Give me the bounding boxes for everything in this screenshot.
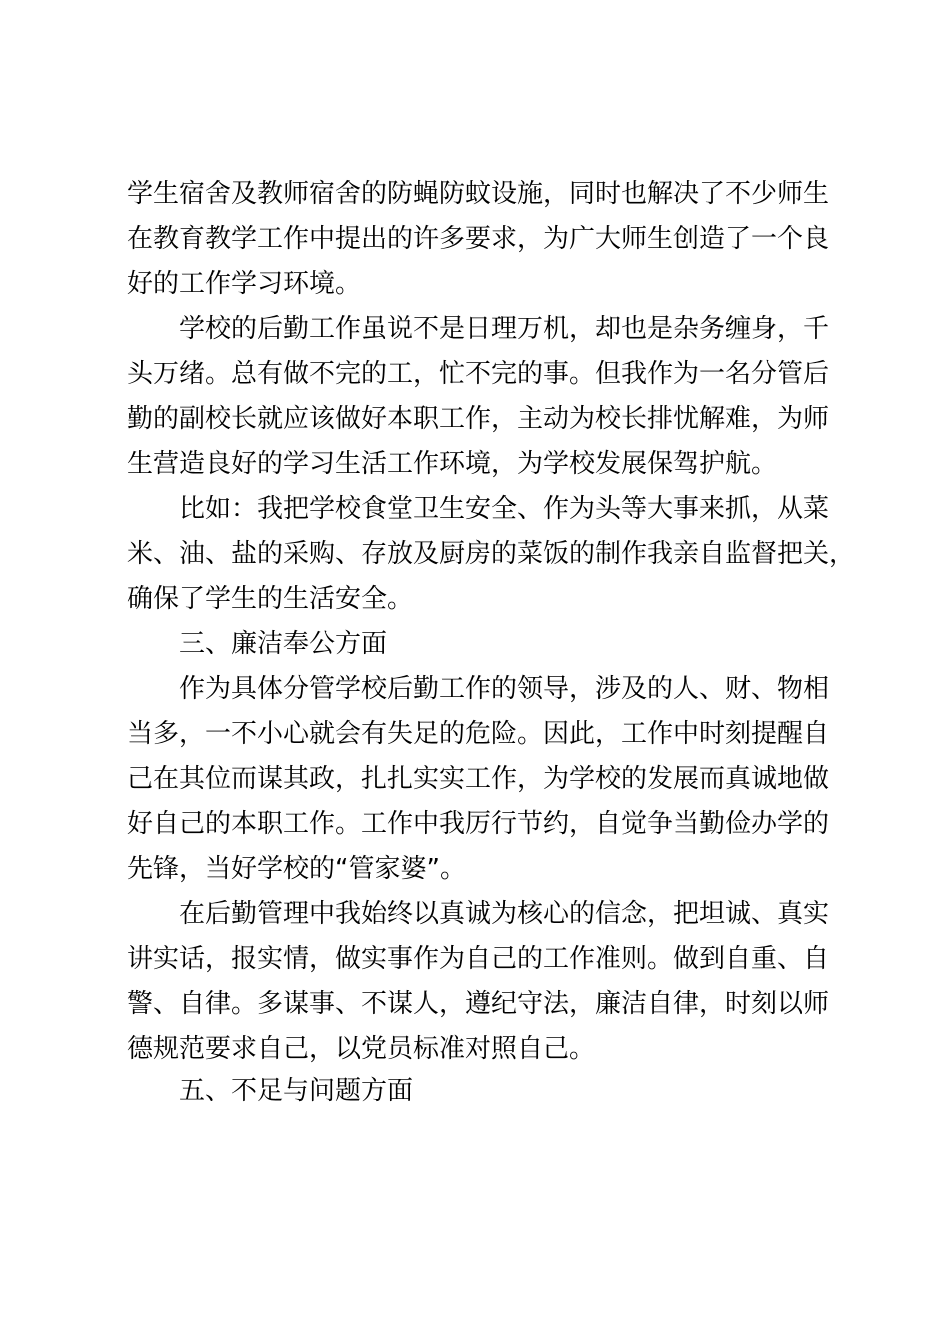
- text-line: 好的工作学习环境。: [127, 269, 362, 299]
- text-line: 在教育教学工作中提出的许多要求，为广大师生创造了一个良: [127, 224, 830, 254]
- text-line: 警、自律。多谋事、不谋人，遵纪守法，廉洁自律，时刻以师: [127, 989, 830, 1019]
- section-heading: 五、不足与问题方面: [179, 1076, 414, 1106]
- text-line: 比如：我把学校食堂卫生安全、作为头等大事来抓，从菜: [179, 494, 830, 524]
- text-line: 己在其位而谋其政，扎扎实实工作，为学校的发展而真诚地做: [127, 764, 830, 794]
- text-line: 生营造良好的学习生活工作环境，为学校发展保驾护航。: [127, 449, 778, 479]
- text-line: 作为具体分管学校后勤工作的领导，涉及的人、财、物相: [179, 674, 830, 704]
- text-line: 讲实话，报实情，做实事作为自己的工作准则。做到自重、自: [127, 944, 830, 974]
- section-heading: 三、廉洁奉公方面: [179, 629, 388, 659]
- text-line: 勤的副校长就应该做好本职工作，主动为校长排忧解难，为师: [127, 404, 830, 434]
- text-line: 确保了学生的生活安全。: [127, 584, 414, 614]
- text-line: 头万绪。总有做不完的工，忙不完的事。但我作为一名分管后: [127, 359, 830, 389]
- text-line: 好自己的本职工作。工作中我厉行节约，自觉争当勤俭办学的: [127, 809, 830, 839]
- text-line: 先锋，当好学校的“管家婆”。: [127, 854, 466, 884]
- text-line: 德规范要求自己，以党员标准对照自己。: [127, 1034, 596, 1064]
- text-line: 米、油、盐的采购、存放及厨房的菜饭的制作我亲自监督把关，: [127, 539, 856, 569]
- text-line: 在后勤管理中我始终以真诚为核心的信念，把坦诚、真实: [179, 899, 830, 929]
- text-line: 学校的后勤工作虽说不是日理万机，却也是杂务缠身，千: [179, 314, 830, 344]
- text-line: 当多，一不小心就会有失足的危险。因此，工作中时刻提醒自: [127, 719, 830, 749]
- text-line: 学生宿舍及教师宿舍的防蝇防蚊设施，同时也解决了不少师生: [127, 179, 830, 209]
